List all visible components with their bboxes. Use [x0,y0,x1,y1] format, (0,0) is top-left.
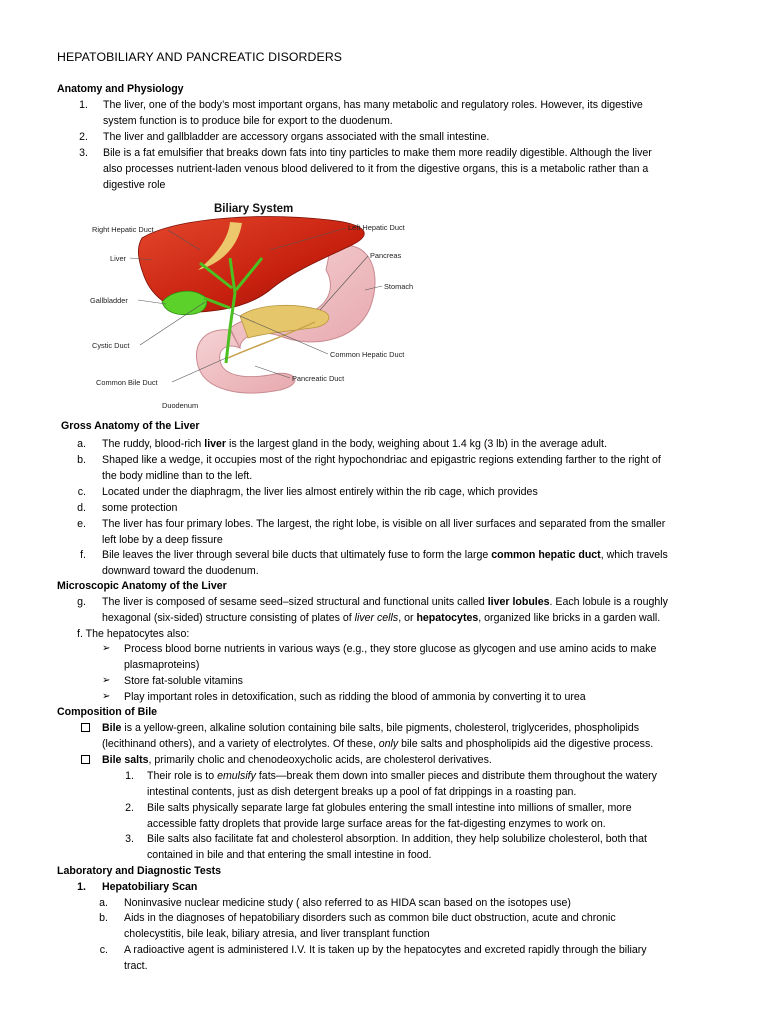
list-item-text: hexagonal (six-sided) structure consisting of plates of liver cells, or hepatocytes, organized like bricks in a garden wall. [102,612,661,624]
list-item-text: The liver is composed of sesame seed–sized structural and functional units called liver lobules. Each lobule is a roughly [102,596,668,608]
list-item-text: The liver and gallbladder are accessory organs associated with the small intestine. [103,131,490,143]
label-duodenum: Duodenum [162,401,199,410]
list-item-text: The liver has four primary lobes. The largest, the right lobe, is visible on all liver surfaces and separated from the smaller [102,518,666,530]
list-item-text: Noninvasive nuclear medicine study ( also referred to as HIDA scan based on the isotopes use) [124,897,571,909]
section-heading-microscopic-anatomy: Microscopic Anatomy of the Liver [57,580,227,592]
label-pancreatic-duct: Pancreatic Duct [292,374,345,383]
list-item-text: Their role is to emulsify fats—break them down into smaller pieces and distribute them throughout the watery [147,770,657,782]
label-gallbladder: Gallbladder [90,296,128,305]
list-marker: g. [77,596,86,608]
checkbox-bullet-icon [81,755,90,764]
list-number: 2. [125,802,134,814]
label-right-hepatic-duct: Right Hepatic Duct [92,225,154,234]
list-item-text: cholecystitis, bile leak, biliary atresia, and liver transplant function [124,928,430,940]
label-stomach: Stomach [384,282,414,291]
label-pancreas: Pancreas [370,251,402,260]
list-number: 1. [79,99,88,111]
list-marker: a. [77,438,86,450]
list-item-text: Bile salts physically separate large fat globules entering the small intestine into millions of smaller, more [147,802,632,814]
list-item-text: tract. [124,960,148,972]
label-liver: Liver [110,254,127,263]
list-item-text: also processes nutrient-laden venous blood delivered to it from the digestive organs, this is a metabolic rather than a [103,163,649,175]
list-item-text: left lobe by a deep fissure [102,534,223,546]
list-item-text: accessible fatty droplets that provide large surface areas for the fat-digesting enzymes to work on. [147,818,606,830]
list-item-text: the body midline than to the left. [102,470,253,482]
list-marker: c. [77,486,86,498]
label-cystic-duct: Cystic Duct [92,341,130,350]
list-item-text: digestive role [103,179,166,191]
checkbox-bullet-icon [81,723,90,732]
section-heading-bile-composition: Composition of Bile [57,706,158,718]
subsection-heading-hepatobiliary-scan: Hepatobiliary Scan [102,881,198,893]
list-marker: b. [77,454,86,466]
list-item-text: Located under the diaphragm, the liver lies almost entirely within the rib cage, which provides [102,486,538,498]
list-item-text: Aids in the diagnoses of hepatobiliary disorders such as common bile duct obstruction, acute and chronic [124,912,616,924]
list-item-text: system function is to produce bile for export to the duodenum. [103,115,393,127]
list-number: 1. [125,770,134,782]
figure-title: Biliary System [214,203,294,215]
duodenum-shape [197,330,295,393]
list-item-text: The liver, one of the body’s most important organs, has many metabolic and regulatory roles. However, its digestive [103,99,643,111]
list-item-text: Bile is a fat emulsifier that breaks down fats into tiny particles to make them more readily digestible. Although the liver [103,147,652,159]
bullet-text: Play important roles in detoxification, such as ridding the blood of ammonia by converting it to urea [124,691,586,703]
bile-salts-paragraph: Bile salts, primarily cholic and chenodeoxycholic acids, are cholesterol derivatives. [102,754,492,766]
list-item-text: Bile salts also facilitate fat and cholesterol absorption. In addition, they help solubilize cholesterol, both that [147,833,647,845]
bile-paragraph: Bile is a yellow-green, alkaline solution containing bile salts, bile pigments, cholesterol, triglycerides, phospholipids [102,722,640,734]
bullet-text: plasmaproteins) [124,659,200,671]
list-number: 2. [79,131,88,143]
list-item-text: The ruddy, blood-rich liver is the largest gland in the body, weighing about 1.4 kg (3 lb) in the average adult. [102,438,607,450]
list-marker: a. [99,897,108,909]
list-item-text: intestinal contents, just as dish detergent breaks up a pool of fat drippings in a roasting pan. [147,786,577,798]
list-number: 3. [79,147,88,159]
list-item-text: A radioactive agent is administered I.V. It is taken up by the hepatocytes and excreted rapidly through the biliary [124,944,647,956]
list-item-text: Bile leaves the liver through several bile ducts that ultimately fuse to form the large common hepatic duct, which travels [102,549,668,561]
arrow-bullet-icon: ➢ [102,643,111,654]
list-marker: b. [99,912,108,924]
page-title: HEPATOBILIARY AND PANCREATIC DISORDERS [57,50,343,64]
label-common-bile-duct: Common Bile Duct [96,378,158,387]
bullet-text: Store fat-soluble vitamins [124,675,243,687]
list-marker: d. [77,502,86,514]
list-item-text: contained in bile and that entering the small intestine in food. [147,849,432,861]
label-left-hepatic-duct: Left Hepatic Duct [348,223,405,232]
arrow-bullet-icon: ➢ [102,691,111,702]
list-marker: f. [80,549,86,561]
list-number: 1. [77,881,86,893]
list-marker: c. [99,944,108,956]
list-number: 3. [125,833,134,845]
section-heading-anatomy: Anatomy and Physiology [57,83,184,95]
hepatocytes-intro: f. The hepatocytes also: [77,628,190,640]
arrow-bullet-icon: ➢ [102,675,111,686]
list-marker: e. [77,518,86,530]
label-common-hepatic-duct: Common Hepatic Duct [330,350,405,359]
section-heading-lab-tests: Laboratory and Diagnostic Tests [57,865,222,877]
list-item-text: Shaped like a wedge, it occupies most of the right hypochondriac and epigastric regions extending farther to the right of [102,454,661,466]
bile-paragraph: (lecithinand others), and a variety of electrolytes. Of these, only bile salts and phospholipids aid the digestive process. [102,738,654,750]
section-heading-gross-anatomy: Gross Anatomy of the Liver [61,420,200,432]
biliary-system-figure [80,198,420,412]
bullet-text: Process blood borne nutrients in various ways (e.g., they store glucose as glycogen and use amino acids to make [124,643,657,655]
list-item-text: some protection [102,502,178,514]
list-item-text: downward toward the duodenum. [102,565,259,577]
